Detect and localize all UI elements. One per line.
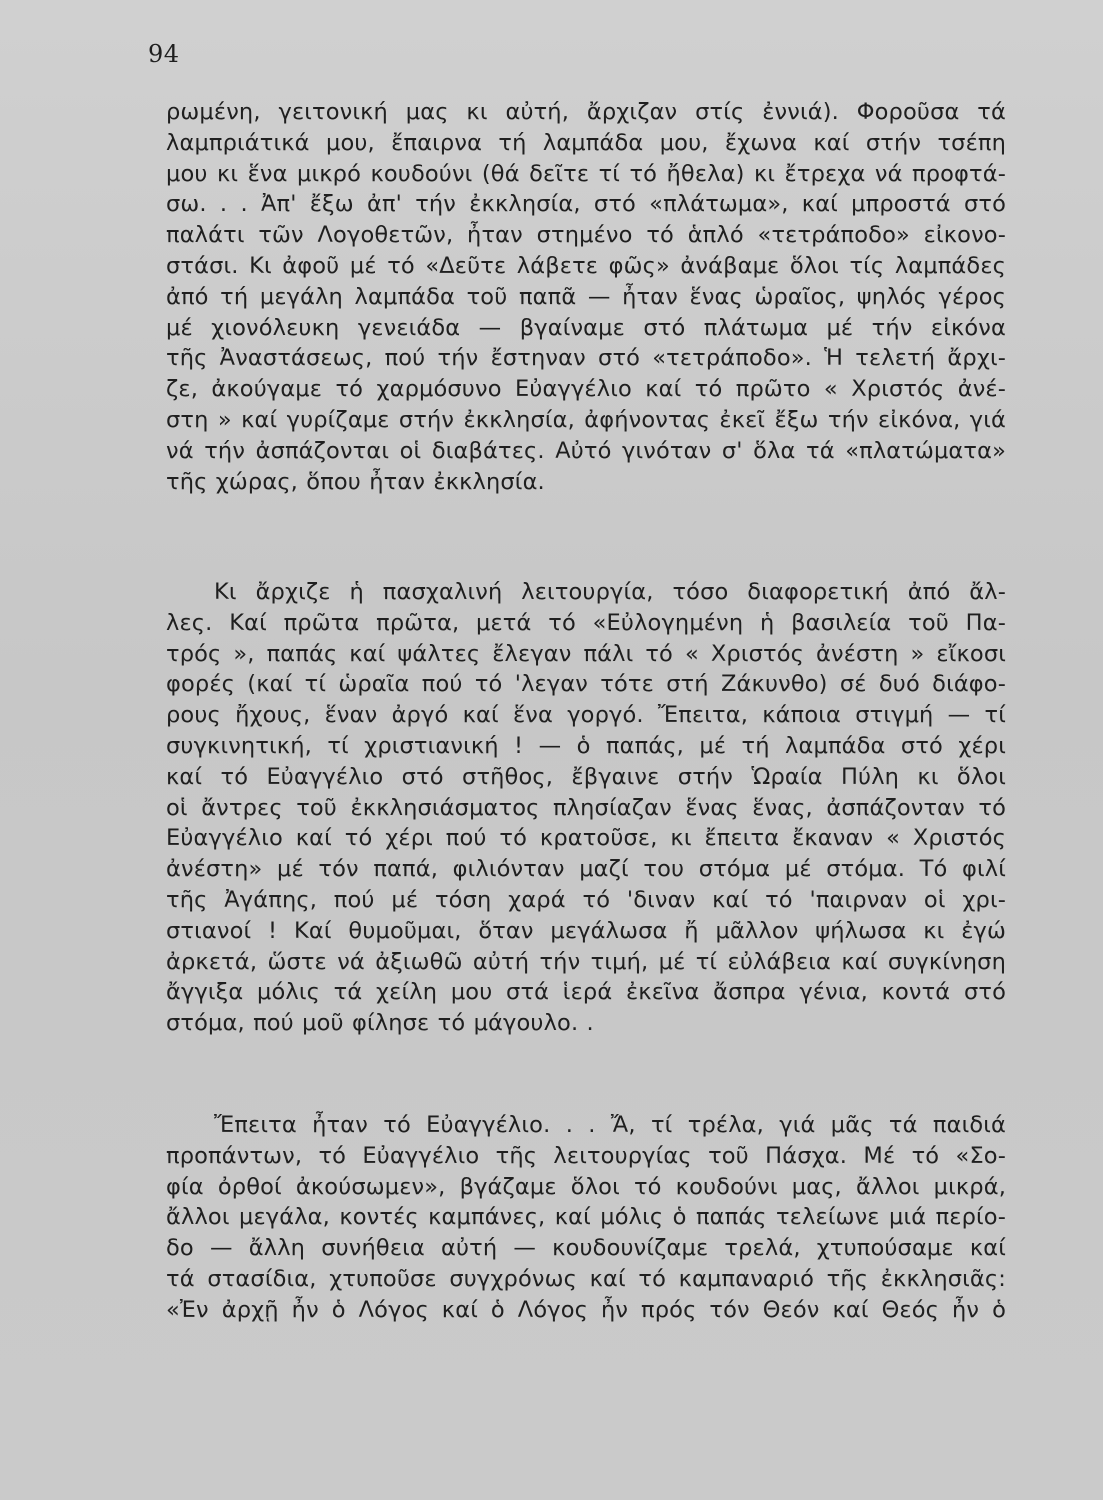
text-line: στόμα, πού μοῦ φίλησε τό μάγουλο. . xyxy=(166,1010,594,1037)
text-line: παλάτι τῶν Λογοθετῶν, ἦταν στημένο τό ἁπλό «τετράποδο» εἰκονο- xyxy=(166,222,1006,249)
text-line: ρους ἤχους, ἕναν ἀργό καί ἕνα γοργό. Ἔπειτα, κάποια στιγμή — τί xyxy=(166,702,1006,729)
text-line: προπάντων, τό Εὐαγγέλιο τῆς λειτουργίας τοῦ Πάσχα. Μέ τό «Σο- xyxy=(166,1142,1006,1169)
page-number: 94 xyxy=(148,40,180,68)
text-line: ἄγγιξα μόλις τά χείλη μου στά ἱερά ἐκεῖνα ἄσπρα γένια, κοντά στό xyxy=(166,979,1006,1006)
text-line: στιανοί ! Καί θυμοῦμαι, ὅταν μεγάλωσα ἤ μᾶλλον ψήλωσα κι ἐγώ xyxy=(166,917,1006,944)
text-line: δο — ἄλλη συνήθεια αὐτή — κουδουνίζαμε τρελά, χτυπούσαμε καί xyxy=(166,1235,1006,1262)
text-line: συγκινητική, τί χριστιανική ! — ὁ παπάς, μέ τή λαμπάδα στό χέρι xyxy=(166,732,1006,759)
text-line: ρωμένη, γειτονική μας κι αὐτή, ἄρχιζαν στίς ἐννιά). Φοροῦσα τά xyxy=(166,99,1006,125)
text-line: λες. Καί πρῶτα πρῶτα, μετά τό «Εὐλογημένη ἡ βασιλεία τοῦ Πα- xyxy=(166,609,1006,636)
text-line: στη » καί γυρίζαμε στήν ἐκκλησία, ἀφήνοντας ἐκεῖ ἔξω τήν εἰκόνα, γιά xyxy=(166,406,1006,433)
text-line: ζε, ἀκούγαμε τό χαρμόσυνο Εὐαγγέλιο καί τό πρῶτο « Χριστός ἀνέ- xyxy=(166,376,1006,403)
text-line: οἱ ἄντρες τοῦ ἐκκλησιάσματος πλησίαζαν ἕνας ἕνας, ἀσπάζονταν τό xyxy=(166,794,1006,821)
text-line: τῆς Ἀγάπης, πού μέ τόση χαρά τό 'διναν καί τό 'παιρναν οἱ χρι- xyxy=(166,886,1006,913)
text-line: ἀπό τή μεγάλη λαμπάδα τοῦ παπᾶ — ἦταν ἕνας ὡραῖος, ψηλός γέρος xyxy=(166,283,1006,310)
text-line: φορές (καί τί ὡραῖα πού τό 'λεγαν τότε στή Ζάκυνθο) σέ δυό διάφο- xyxy=(166,671,1006,698)
text-line: σω. . . Ἀπ' ἔξω ἀπ' τήν ἐκκλησία, στό «πλάτωμα», καί μπροστά στό xyxy=(166,191,1006,218)
paragraph-2 xyxy=(166,577,1006,1039)
text-line: μου κι ἕνα μικρό κουδούνι (θά δεῖτε τί τό ἤθελα) κι ἔτρεχα νά προφτά- xyxy=(166,160,1006,187)
text-line: νά τήν ἀσπάζονται οἱ διαβάτες. Αὐτό γινόταν σ' ὅλα τά «πλατώματα» xyxy=(166,437,1006,464)
text-line: φία ὀρθοί ἀκούσωμεν», βγάζαμε ὅλοι τό κουδούνι μας, ἄλλοι μικρά, xyxy=(166,1173,1006,1200)
text-line: Εὐαγγέλιο καί τό χέρι πού τό κρατοῦσε, κι ἔπειτα ἔκαναν « Χριστός xyxy=(166,825,1006,852)
text-line: ἀρκετά, ὥστε νά ἀξιωθῶ αὐτή τήν τιμή, μέ τί εὐλάβεια καί συγκίνηση xyxy=(166,948,1006,975)
paragraph-3 xyxy=(166,1110,1006,1326)
text-line: λαμπριάτικά μου, ἔπαιρνα τή λαμπάδα μου, ἔχωνα καί στήν τσέπη xyxy=(166,129,1006,156)
text-line: τά στασίδια, χτυποῦσε συγχρόνως καί τό καμπαναριό τῆς ἐκκλησιᾶς: xyxy=(166,1265,1006,1292)
text-line: μέ χιονόλευκη γενειάδα — βγαίναμε στό πλάτωμα μέ τήν εἰκόνα xyxy=(166,314,1006,341)
text-line: ἄλλοι μεγάλα, κοντές καμπάνες, καί μόλις ὁ παπάς τελείωνε μιά περίο- xyxy=(166,1204,1006,1231)
text-line: «Ἐν ἀρχῇ ἦν ὁ Λόγος καί ὁ Λόγος ἦν πρός τόν Θεόν καί Θεός ἦν ὁ xyxy=(166,1296,1006,1323)
text-line: στάσι. Κι ἀφοῦ μέ τό «Δεῦτε λάβετε φῶς» ἀνάβαμε ὅλοι τίς λαμπάδες xyxy=(166,252,1006,279)
text-line: τῆς χώρας, ὅπου ἦταν ἐκκλησία. xyxy=(166,468,545,495)
paragraph-1 xyxy=(166,97,1006,497)
text-line: Ἔπειτα ἦταν τό Εὐαγγέλιο. . . Ἄ, τί τρέλα, γιά μᾶς τά παιδιά xyxy=(214,1112,1006,1138)
text-line: ἀνέστη» μέ τόν παπά, φιλιόνταν μαζί του στόμα μέ στόμα. Τό φιλί xyxy=(166,856,1006,883)
text-line: καί τό Εὐαγγέλιο στό στῆθος, ἔβγαινε στήν Ὡραία Πύλη κι ὅλοι xyxy=(166,763,1006,790)
text-line: Κι ἄρχιζε ἡ πασχαλινή λειτουργία, τόσο διαφορετική ἀπό ἄλ- xyxy=(214,579,1006,605)
text-line: τρός », παπάς καί ψάλτες ἔλεγαν πάλι τό « Χριστός ἀνέστη » εἴκοσι xyxy=(166,640,1006,667)
text-line: τῆς Ἀναστάσεως, πού τήν ἔστηναν στό «τετράποδο». Ἡ τελετή ἄρχι- xyxy=(166,345,1006,372)
